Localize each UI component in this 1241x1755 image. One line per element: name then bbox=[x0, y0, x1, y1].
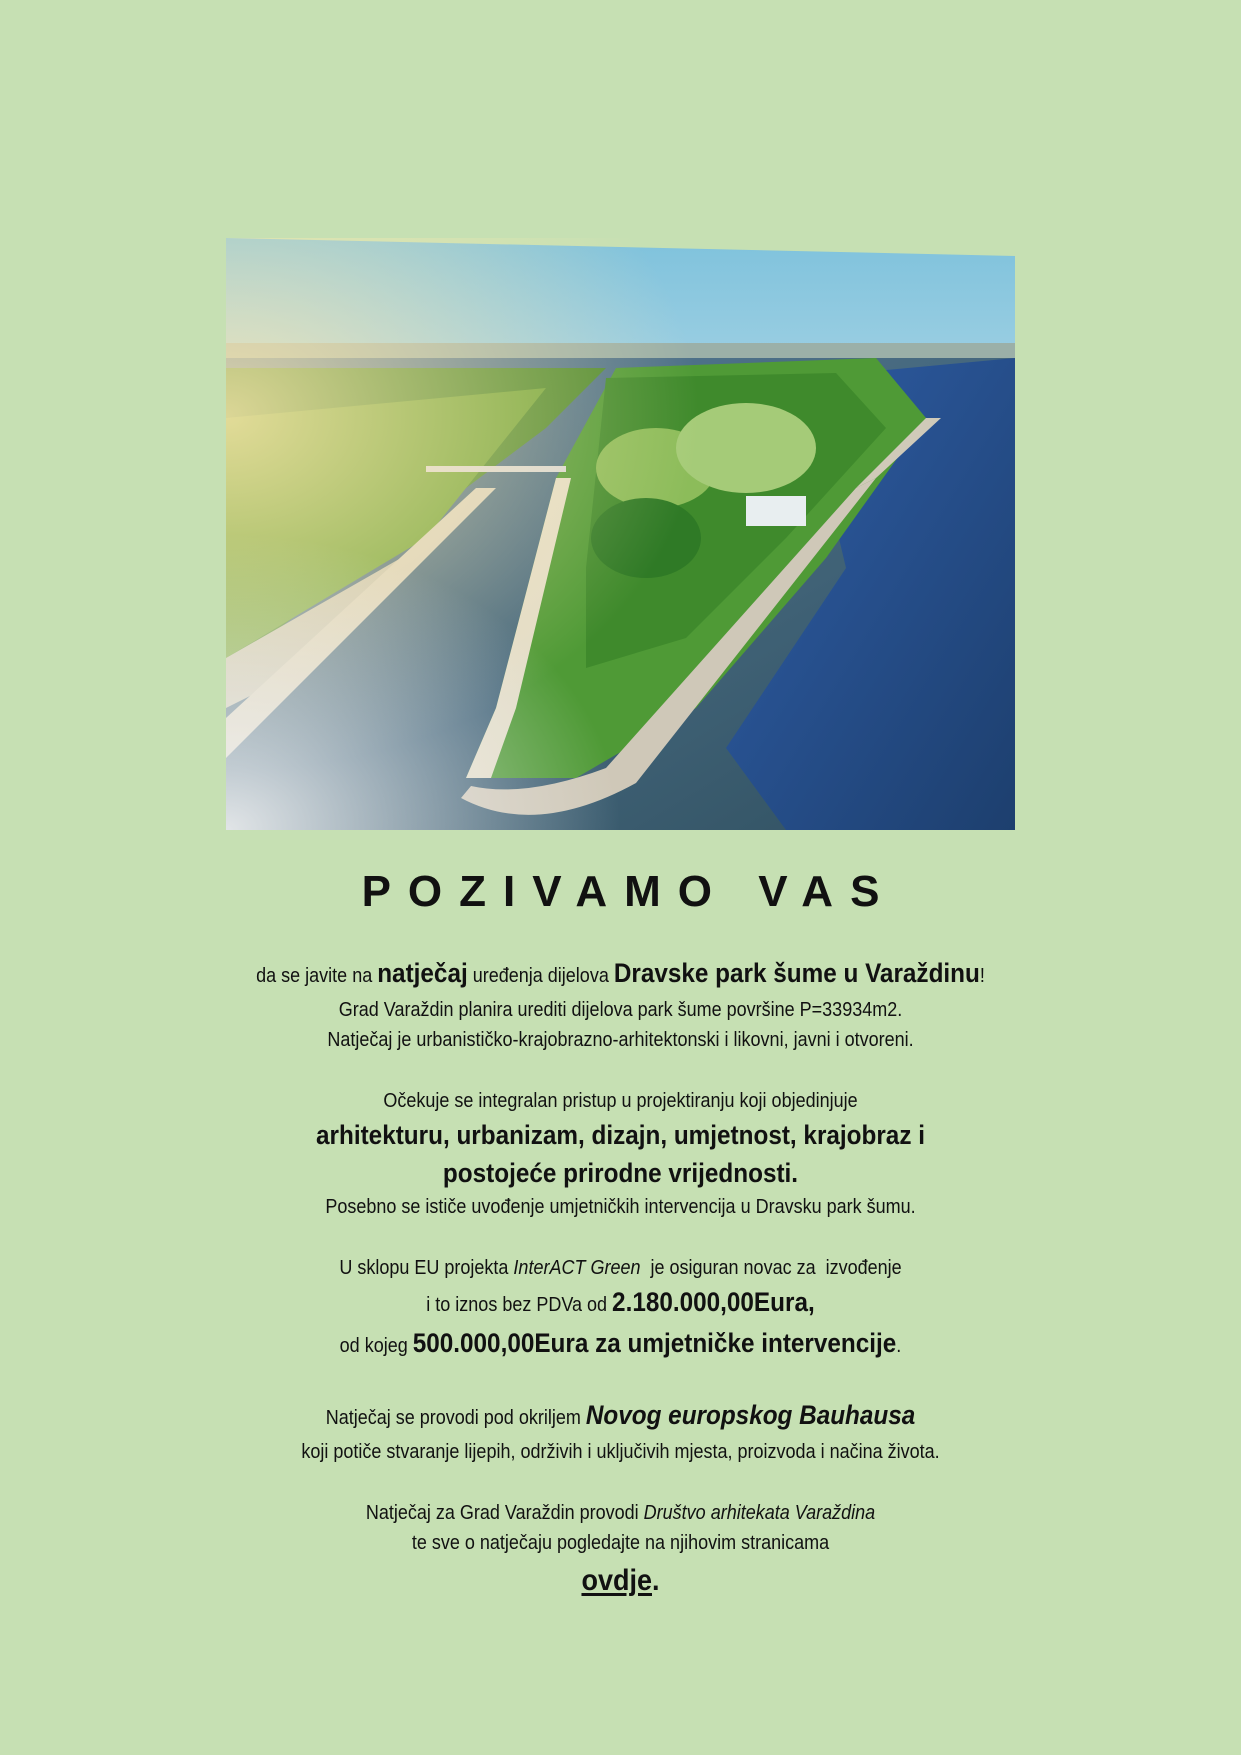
art-amount: 500.000,00Eura za umjetničke intervencije bbox=[412, 1328, 897, 1358]
organizer-name: Društvo arhitekata Varaždina bbox=[643, 1502, 876, 1524]
paragraph-2-line-2: arhitekturu, urbanizam, dizajn, umjetnost, krajobraz i bbox=[316, 1120, 925, 1150]
competition-word: natječaj bbox=[377, 958, 468, 988]
paragraph-5-line-3: ovdje. bbox=[581, 1564, 660, 1597]
paragraph-4-line-2: koji potiče stvaranje lijepih, održivih i uključivih mjesta, proizvoda i načina života. bbox=[301, 1441, 940, 1463]
paragraph-3-line-1: U sklopu EU projekta InterACT Green je osiguran novac za izvođenje bbox=[339, 1257, 902, 1279]
paragraph-1-line-1: da se javite na natječaj uređenja dijelova Dravske park šume u Varaždinu! bbox=[256, 958, 985, 988]
invitation-body bbox=[62, 954, 1179, 1603]
paragraph-2-line-3: postojeće prirodne vrijednosti. bbox=[442, 1158, 799, 1188]
hero-photo bbox=[226, 238, 1015, 830]
paragraph-1-line-3: Natječaj je urbanističko-krajobrazno-arhitektonski i likovni, javni i otvoreni. bbox=[327, 1029, 914, 1051]
paragraph-3-line-3: od kojeg 500.000,00Eura za umjetničke intervencije. bbox=[339, 1328, 902, 1358]
paragraph-2-line-1: Očekuje se integralan pristup u projektiranju koji objedinjuje bbox=[383, 1090, 858, 1112]
paragraph-2-line-4: Posebno se ističe uvođenje umjetničkih intervencija u Dravsku park šumu. bbox=[325, 1196, 916, 1218]
aerial-river-park-photo-icon bbox=[226, 238, 1015, 830]
paragraph-1-line-2: Grad Varaždin planira urediti dijelova park šume površine P=33934m2. bbox=[338, 999, 903, 1021]
park-name: Dravske park šume u Varaždinu bbox=[613, 958, 980, 988]
project-name: InterACT Green bbox=[513, 1257, 641, 1279]
paragraph-4-line-1: Natječaj se provodi pod okriljem Novog europskog Bauhausa bbox=[325, 1400, 916, 1430]
total-amount: 2.180.000,00Eura, bbox=[612, 1287, 815, 1317]
page-title: POZIVAMO VAS bbox=[361, 867, 897, 916]
ovdje-link[interactable]: ovdje bbox=[581, 1564, 652, 1597]
paragraph-3-line-2: i to iznos bez PDVa od 2.180.000,00Eura, bbox=[426, 1287, 815, 1317]
paragraph-5-line-1: Natječaj za Grad Varaždin provodi Društvo arhitekata Varaždina bbox=[365, 1502, 876, 1524]
paragraph-5-line-2: te sve o natječaju pogledajte na njihovim stranicama bbox=[411, 1532, 830, 1554]
bauhaus-name: Novog europskog Bauhausa bbox=[585, 1400, 916, 1430]
